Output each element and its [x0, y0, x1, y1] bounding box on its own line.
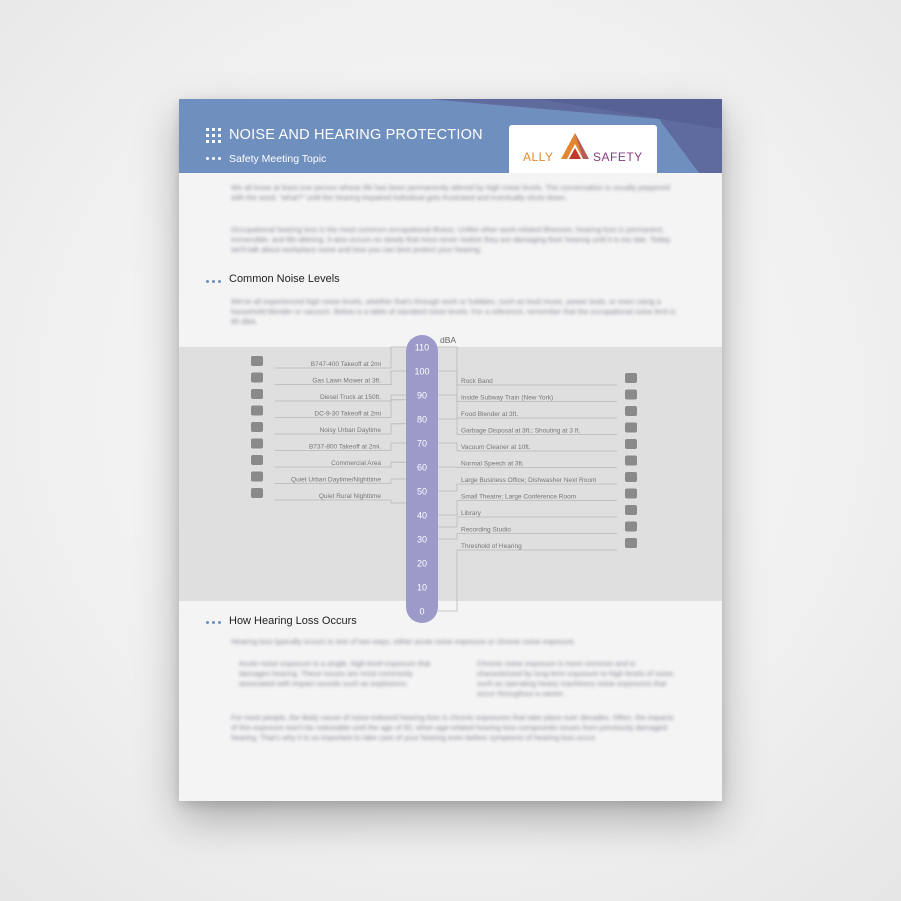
scale-tick-label: 20 [416, 558, 428, 569]
logo-word-safety: SAFETY [593, 150, 643, 164]
grid-icon [206, 128, 221, 143]
right-noise-label: Small Theatre; Large Conference Room [461, 493, 577, 501]
scale-tick-label: 50 [416, 486, 428, 497]
ear-icon [625, 538, 637, 548]
bullet-acute-exposure: Acute noise exposure is a single, high-level exposure that damages hearing. These issues are most commonly associated with impact sounds such as explosions. [239, 659, 431, 688]
scale-tick-label: 30 [416, 534, 428, 545]
books-icon [625, 505, 637, 515]
left-noise-label: Gas Lawn Mower at 3ft. [312, 377, 381, 385]
left-noise-label: B747-400 Takeoff at 2mi [310, 361, 381, 368]
office-icon [625, 472, 637, 482]
noise-level-chart [179, 329, 722, 629]
page-subtitle: Safety Meeting Topic [229, 153, 327, 165]
logo-word-ally: ALLY [523, 150, 554, 164]
logo-mountain-icon [557, 131, 593, 161]
scale-tick-label: 110 [414, 342, 430, 353]
bullet-chronic-exposure: Chronic noise exposure is more common and is characterized by long-term exposure to high levels of noise, such as operating heavy machinery noise exposures that occur throughout a career. [477, 659, 676, 698]
office-building-icon [251, 455, 263, 465]
dots-icon [206, 157, 221, 160]
speech-icon [625, 456, 637, 466]
dots-icon [206, 621, 221, 624]
right-noise-label: Large Business Office; Dishwasher Next Room [461, 477, 597, 484]
left-noise-label: Commercial Area [331, 460, 381, 467]
ally-safety-logo [509, 125, 657, 173]
hearing-loss-lead: Hearing loss typically occurs in one of two ways, either acute noise exposure or chronic noise exposure. [231, 637, 576, 646]
scale-tick-label: 40 [416, 510, 428, 521]
theatre-icon [625, 489, 637, 499]
airplane-icon [251, 356, 263, 366]
right-leader-line [438, 484, 617, 491]
houses-icon [251, 488, 263, 498]
right-noise-label: Normal Speech at 3ft. [461, 460, 524, 468]
left-noise-label: Noisy Urban Daytime [319, 427, 381, 434]
train-icon [625, 390, 637, 400]
right-leader-line [438, 517, 617, 527]
microphone-icon [625, 522, 637, 532]
scale-tick-label: 70 [416, 438, 428, 449]
left-noise-label: B737-800 Takeoff at 2mi. [308, 443, 381, 451]
right-noise-label: Library [461, 510, 481, 517]
right-noise-label: Food Blender at 3ft. [461, 411, 519, 418]
hearing-loss-closing: For most people, the likely cause of noise-induced hearing loss is chronic exposures that take place over decades. Often, the impacts of this exposure won't be noticeable until the age of 50, when age-related hearing loss compounds issues from previously damaged hearing. That's why it is so important to take care of your hearing even before symptoms of hearing loss occur. [231, 713, 674, 742]
noise-intro-paragraph: We've all experienced high noise levels, whether that's through work or hobbies, such as loud music, power tools, or even using a household blender or vacuum. Below is a table of standard noise levels. For a reference, remember that the occupational noise limit is 85 dBA. [231, 297, 676, 326]
right-noise-label: Vacuum Cleaner at 10ft. [461, 444, 531, 451]
factory-icon [251, 422, 263, 432]
scale-tick-label: 0 [419, 606, 425, 617]
right-noise-label: Inside Subway Train (New York) [461, 394, 554, 402]
scale-tick-label: 80 [416, 414, 428, 425]
guitar-icon [625, 373, 637, 383]
scale-tick-label: 90 [416, 390, 428, 401]
city-icon [251, 472, 263, 482]
scale-tick-label: 10 [416, 582, 428, 593]
page-title: NOISE AND HEARING PROTECTION [229, 127, 483, 143]
intro-paragraph-1: We all know at least one person whose life has been permanently altered by high noise levels. The conversation is usually peppered with the word, "what?" until the hearing impaired individual gets frustrated and eventually shuts down. [231, 183, 670, 202]
unit-label: dBA [440, 335, 457, 345]
scale-tick-label: 60 [416, 462, 428, 473]
right-leader-line [438, 534, 617, 540]
left-noise-label: Diesel Truck at 150ft. [319, 394, 381, 401]
disposal-icon [625, 423, 637, 433]
vacuum-icon [625, 439, 637, 449]
left-leader-line [275, 500, 406, 503]
safety-flyer-page [179, 99, 722, 801]
header-banner [179, 99, 722, 173]
section-heading-hearing-loss: How Hearing Loss Occurs [229, 615, 357, 627]
truck-icon [251, 389, 263, 399]
right-noise-label: Rock Band [461, 378, 493, 385]
lawn-mower-icon [251, 373, 263, 383]
left-noise-label: DC-9-30 Takeoff at 2mi [314, 410, 381, 418]
right-noise-label: Recording Studio [461, 526, 511, 534]
small-airplane-icon [251, 439, 263, 449]
section-heading-noise-levels: Common Noise Levels [229, 273, 340, 285]
thermometer-bar [406, 335, 438, 623]
right-noise-label: Threshold of Hearing [461, 543, 522, 550]
left-noise-label: Quiet Urban Daytime/Nighttime [291, 476, 381, 484]
scale-tick-label: 100 [414, 366, 430, 377]
dots-icon [206, 280, 221, 283]
blender-icon [625, 406, 637, 416]
left-noise-label: Quiet Rural Nighttime [318, 493, 381, 500]
right-noise-label: Garbage Disposal at 3ft.; Shouting at 3 ft. [461, 427, 581, 435]
right-leader-line [438, 550, 617, 611]
airplane-icon [251, 406, 263, 416]
intro-paragraph-2: Occupational hearing loss is the most common occupational illness. Unlike other work-related illnesses, hearing loss is permanent, irreversible, and life-altering. It also occurs so slowly that most never realize they are damaging their hearing until it is too late. Today, we'll talk about workplace noise and how you can best protect your hearing. [231, 225, 672, 254]
